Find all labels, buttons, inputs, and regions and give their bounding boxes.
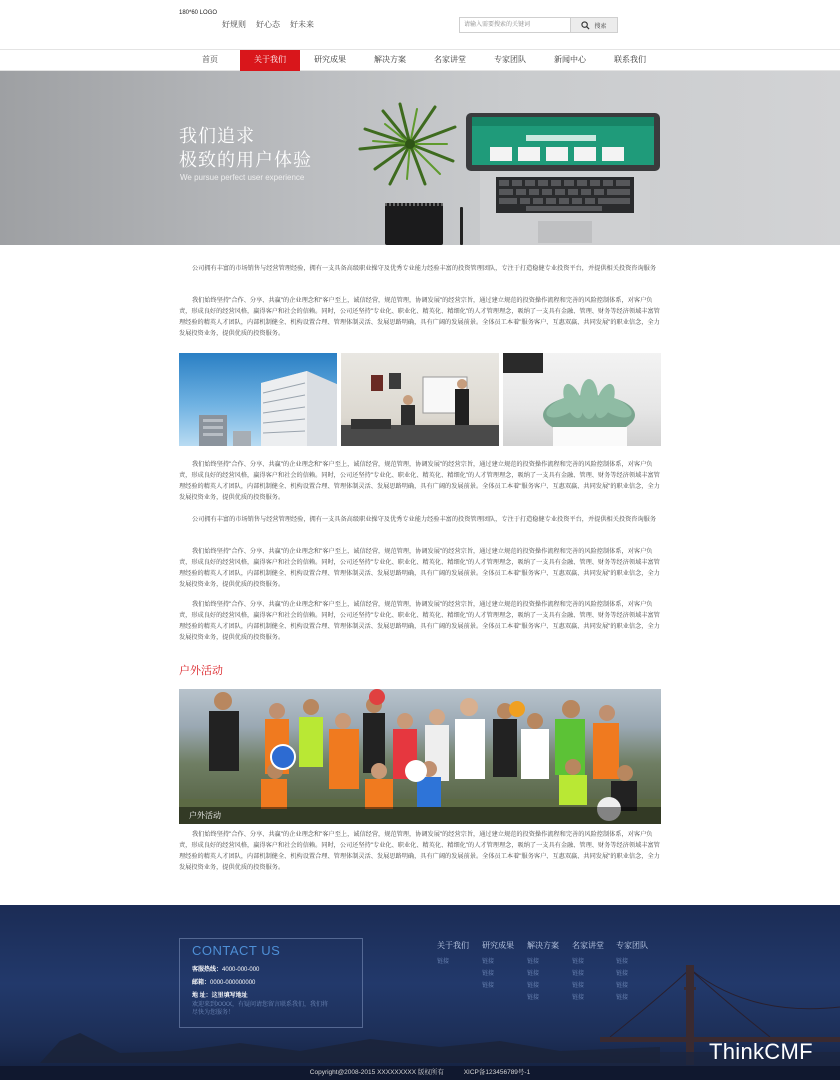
search-box xyxy=(459,17,618,33)
site-logo[interactable]: 180*60 LOGO xyxy=(179,10,218,16)
outdoor-activity-photo xyxy=(179,689,661,824)
contact-note: 欢迎来到XXXX，有疑问请您留言联系我们，我们将尽快为您服务！ xyxy=(192,1002,329,1016)
footer-link[interactable]: 链接 xyxy=(616,995,629,1001)
intro-paragraph: 公司拥有丰富的市场销售与经营管理经验，拥有一支具备高级职业操守及优秀专业能力经验丰富的投资管理团队，专注于打造稳健专业投资平台，并提供相关投资咨询服务 xyxy=(192,516,657,523)
icp-text: XICP备123456789号-1 xyxy=(463,1069,531,1076)
footer-link[interactable]: 链接 xyxy=(527,959,540,965)
footer-col-title[interactable]: 关于我们 xyxy=(437,941,469,950)
footer-link[interactable]: 链接 xyxy=(527,995,540,1001)
footer-link[interactable]: 链接 xyxy=(482,983,495,989)
footer-col-experts xyxy=(616,940,660,1004)
footer-col-lectures xyxy=(572,940,616,1004)
footer-link[interactable]: 链接 xyxy=(616,959,629,965)
footer-col-title[interactable]: 研究成果 xyxy=(482,941,514,950)
copyright-bar xyxy=(0,1066,840,1080)
main-nav xyxy=(0,49,840,71)
body-paragraph: 我们始终坚持"合作、分享、共赢"的企业理念和"客户至上，诚信经营，规范管理，协调发展"的经营宗旨，通过建立规范的投资操作流程和完善的风险控制体系，对客户负责，形成良好的经营风格，赢得客户和社会的信赖。同时，公司还坚持"专业化、职业化、精英化、精细化"的人才管理理念，吸纳了一支具有金融、管理、财务等经济领域丰富管理经验的精英人才团队，内部机制健全、机构设置合理、管理体制灵活、发展思路明确，具有广阔的发展前景。全体员工本着"服务客户、互惠双赢、共同发展"的职业信念，全力发展投资业务，提供优质的投资服务。 xyxy=(179,831,660,871)
section-title-outdoor: 户外活动 xyxy=(179,665,223,677)
search-icon xyxy=(581,21,590,30)
body-paragraph: 我们始终坚持"合作、分享、共赢"的企业理念和"客户至上，诚信经营，规范管理，协调发展"的经营宗旨，通过建立规范的投资操作流程和完善的风险控制体系，对客户负责，形成良好的经营风格，赢得客户和社会的信赖。同时，公司还坚持"专业化、职业化、精英化、精细化"的人才管理理念，吸纳了一支具有金融、管理、财务等经济领域丰富管理经验的精英人才团队，内部机制健全、机构设置合理、管理体制灵活、发展思路明确，具有广阔的发展前景。全体员工本着"服务客户、互惠双赢、共同发展"的职业信念，全力发展投资业务，提供优质的投资服务。 xyxy=(179,297,660,337)
contact-title: CONTACT US xyxy=(192,943,281,958)
nav-item-experts[interactable]: 专家团队 xyxy=(494,55,526,64)
footer-link[interactable]: 链接 xyxy=(616,983,629,989)
succulent-plant-photo xyxy=(503,353,661,446)
footer-link[interactable]: 链接 xyxy=(572,971,585,977)
footer-link[interactable]: 链接 xyxy=(572,995,585,1001)
footer-link[interactable]: 链接 xyxy=(437,959,450,965)
pen-illustration xyxy=(460,207,463,245)
footer-col-title[interactable]: 名家讲堂 xyxy=(572,941,604,950)
nav-item-about[interactable]: 关于我们 xyxy=(240,50,300,71)
footer-link[interactable]: 链接 xyxy=(616,971,629,977)
search-button-label: 搜索 xyxy=(594,23,607,30)
banner-title: 我们追求 极致的用户体验 xyxy=(179,126,312,170)
hero-banner xyxy=(0,71,840,245)
building-photo xyxy=(179,353,337,446)
banner-subtitle: We pursue perfect user experience xyxy=(180,173,305,182)
footer-link[interactable]: 链接 xyxy=(482,971,495,977)
body-paragraph: 我们始终坚持"合作、分享、共赢"的企业理念和"客户至上，诚信经营，规范管理，协调发展"的经营宗旨，通过建立规范的投资操作流程和完善的风险控制体系，对客户负责，形成良好的经营风格，赢得客户和社会的信赖。同时，公司还坚持"专业化、职业化、精英化、精细化"的人才管理理念，吸纳了一支具有金融、管理、财务等经济领域丰富管理经验的精英人才团队，内部机制健全、机构设置合理、管理体制灵活、发展思路明确，具有广阔的发展前景。全体员工本着"服务客户、互惠双赢、共同发展"的职业信念，全力发展投资业务，提供优质的投资服务。 xyxy=(179,548,660,588)
footer-col-solutions xyxy=(527,940,571,1004)
search-button[interactable] xyxy=(571,18,617,32)
activity-caption: 户外活动 xyxy=(179,807,661,824)
thinkcmf-watermark: ThinkCMF xyxy=(709,1039,813,1064)
header-slogans xyxy=(222,19,314,30)
contact-email: 邮箱：0000-000000000 xyxy=(192,980,256,986)
footer-link[interactable]: 链接 xyxy=(572,959,585,965)
laptop-illustration xyxy=(466,113,666,245)
nav-item-home[interactable]: 首页 xyxy=(202,55,218,64)
notebook-illustration xyxy=(385,203,443,245)
contact-hotline: 客服热线：4000-000-000 xyxy=(192,967,260,973)
body-paragraph: 我们始终坚持"合作、分享、共赢"的企业理念和"客户至上，诚信经营，规范管理，协调发展"的经营宗旨，通过建立规范的投资操作流程和完善的风险控制体系，对客户负责，形成良好的经营风格，赢得客户和社会的信赖。同时，公司还坚持"专业化、职业化、精英化、精细化"的人才管理理念，吸纳了一支具有金融、管理、财务等经济领域丰富管理经验的精英人才团队，内部机制健全、机构设置合理、管理体制灵活、发展思路明确，具有广阔的发展前景。全体员工本着"服务客户、互惠双赢、共同发展"的职业信念，全力发展投资业务，提供优质的投资服务。 xyxy=(179,461,660,501)
nav-item-solutions[interactable]: 解决方案 xyxy=(374,55,406,64)
footer-col-about xyxy=(437,940,481,968)
contact-address: 地 址：这里填写地址 xyxy=(192,993,248,999)
nav-item-research[interactable]: 研究成果 xyxy=(314,55,346,64)
office-meeting-photo xyxy=(341,353,499,446)
footer-link[interactable]: 链接 xyxy=(572,983,585,989)
body-paragraph: 我们始终坚持"合作、分享、共赢"的企业理念和"客户至上，诚信经营，规范管理，协调发展"的经营宗旨，通过建立规范的投资操作流程和完善的风险控制体系，对客户负责，形成良好的经营风格，赢得客户和社会的信赖。同时，公司还坚持"专业化、职业化、精英化、精细化"的人才管理理念，吸纳了一支具有金融、管理、财务等经济领域丰富管理经验的精英人才团队，内部机制健全、机构设置合理、管理体制灵活、发展思路明确，具有广阔的发展前景。全体员工本着"服务客户、互惠双赢、共同发展"的职业信念，全力发展投资业务，提供优质的投资服务。 xyxy=(179,601,660,641)
slogan-item: 好心态 xyxy=(256,20,280,29)
copyright-text: Copyright@2008-2015 XXXXXXXXX 版权所有 xyxy=(309,1069,444,1076)
site-header xyxy=(0,0,840,49)
footer-link[interactable]: 链接 xyxy=(527,983,540,989)
footer-link[interactable]: 链接 xyxy=(482,959,495,965)
footer-col-research xyxy=(482,940,526,992)
contact-box xyxy=(179,938,363,1028)
plant-illustration xyxy=(355,99,465,189)
nav-item-news[interactable]: 新闻中心 xyxy=(554,55,586,64)
nav-item-lectures[interactable]: 名家讲堂 xyxy=(434,55,466,64)
footer-col-title[interactable]: 专家团队 xyxy=(616,941,648,950)
footer-link[interactable]: 链接 xyxy=(527,971,540,977)
search-input[interactable] xyxy=(460,18,571,32)
nav-item-contact[interactable]: 联系我们 xyxy=(614,55,646,64)
slogan-item: 好规则 xyxy=(222,20,246,29)
intro-paragraph: 公司拥有丰富的市场销售与经营管理经验，拥有一支具备高级职业操守及优秀专业能力经验丰富的投资管理团队，专注于打造稳健专业投资平台，并提供相关投资咨询服务 xyxy=(192,265,657,272)
slogan-item: 好未来 xyxy=(290,20,314,29)
photo-gallery xyxy=(179,353,661,446)
footer-col-title[interactable]: 解决方案 xyxy=(527,941,559,950)
